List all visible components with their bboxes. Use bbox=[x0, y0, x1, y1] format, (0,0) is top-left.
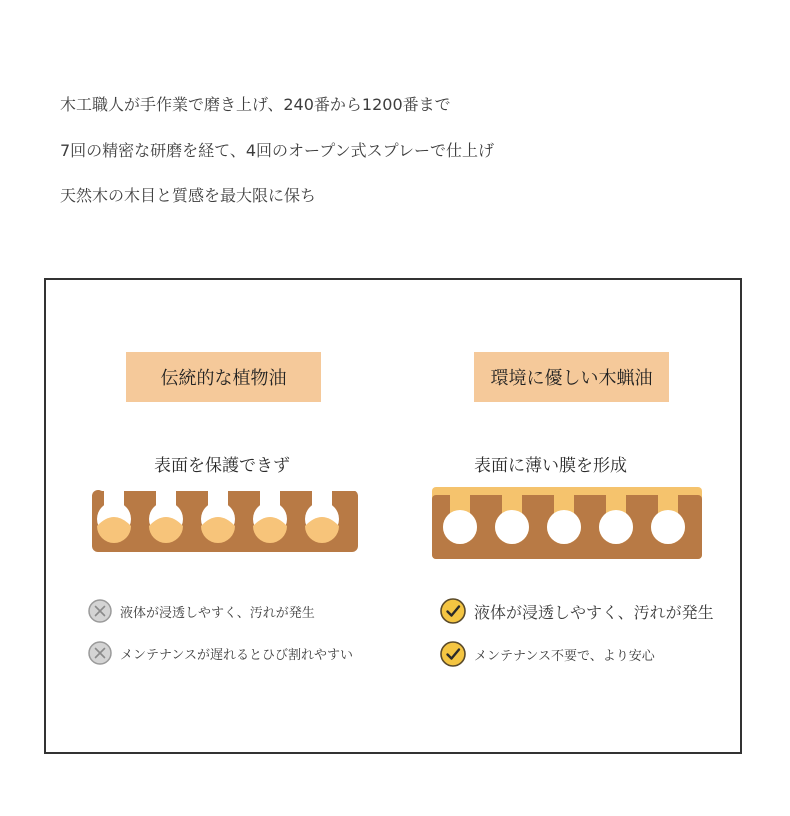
point-text: 液体が浸透しやすく、汚れが発生 bbox=[474, 602, 714, 622]
wood-wax-oil-point-1 bbox=[440, 598, 714, 624]
point-text: 液体が浸透しやすく、汚れが発生 bbox=[120, 605, 315, 621]
traditional-oil-point-1 bbox=[88, 599, 315, 623]
comparison-panel bbox=[44, 278, 742, 754]
wood-wax-oil-wood-diagram bbox=[430, 485, 704, 561]
intro-line-3: 天然木の木目と質感を最大限に保ち bbox=[60, 186, 317, 205]
intro-line-2: 7回の精密な研磨を経て、4回のオープン式スプレーで仕上げ bbox=[60, 141, 494, 160]
open-pore bbox=[443, 510, 477, 544]
traditional-oil-subtitle: 表面を保護できず bbox=[154, 456, 290, 476]
wood-wax-oil-subtitle: 表面に薄い膜を形成 bbox=[474, 456, 627, 476]
traditional-oil-point-2 bbox=[88, 641, 353, 665]
traditional-oil-wood-diagram bbox=[88, 486, 360, 556]
check-circle-icon bbox=[440, 598, 466, 624]
x-circle-icon bbox=[88, 599, 112, 623]
open-pore bbox=[495, 510, 529, 544]
point-text: メンテナンスが遅れるとひび割れやすい bbox=[120, 647, 353, 663]
x-circle-icon bbox=[88, 641, 112, 665]
intro-line-1: 木工職人が手作業で磨き上げ、240番から1200番まで bbox=[60, 95, 451, 114]
check-circle-icon bbox=[440, 641, 466, 667]
open-pore bbox=[547, 510, 581, 544]
open-pore bbox=[651, 510, 685, 544]
open-pore bbox=[599, 510, 633, 544]
wood-wax-oil-point-2 bbox=[440, 641, 655, 667]
point-text: メンテナンス不要で、より安心 bbox=[474, 648, 655, 664]
traditional-oil-tag: 伝統的な植物油 bbox=[126, 352, 321, 402]
wood-wax-oil-tag: 環境に優しい木蝋油 bbox=[474, 352, 669, 402]
